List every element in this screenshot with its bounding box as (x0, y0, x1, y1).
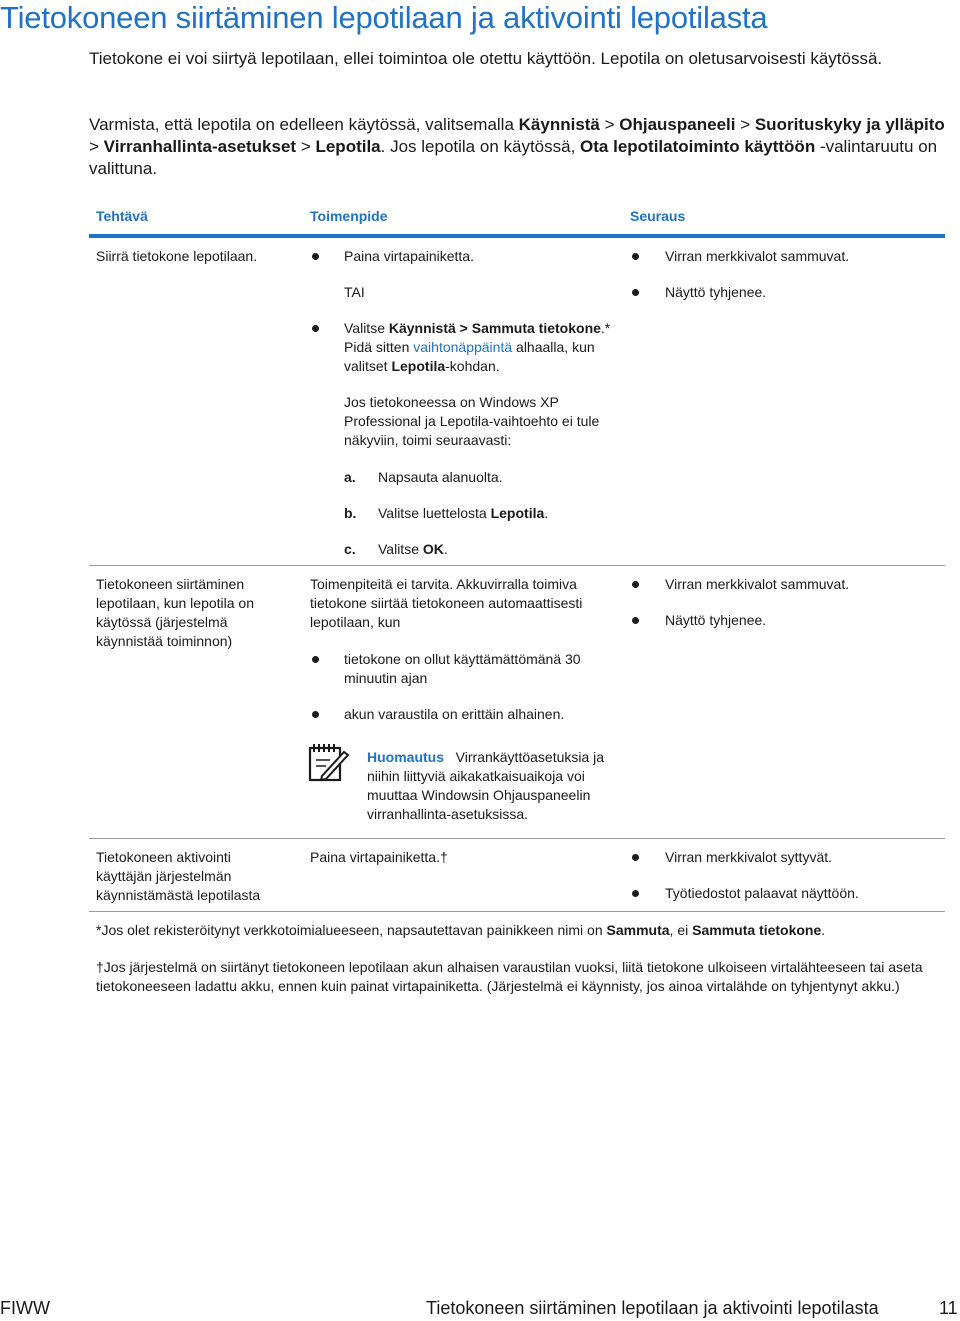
page-number: 11 (939, 1298, 958, 1318)
row1-action-1: Paina virtapainiketta. (344, 248, 474, 264)
note-text: Virrankäyttöasetuksia ja niihin liittyviä aikakatkaisuaikoja voi muuttaa Windowsin Ohjauspaneelin virranhallinta-asetuksissa. (367, 749, 605, 822)
bullet-icon (632, 289, 639, 296)
footer-chapter-title: Tietokoneen siirtäminen lepotilaan ja aktivointi lepotilasta (426, 1298, 879, 1318)
intro-paragraph-1: Tietokone ei voi siirtyä lepotilaan, ellei toimintoa ole otettu käyttöön. Lepotila on oletusarvoisesti käytössä. (89, 49, 883, 68)
row2-condition-2: akun varaustila on erittäin alhainen. (344, 706, 565, 722)
step-letter: c. (344, 541, 356, 557)
row-divider (89, 911, 945, 912)
page-title: Tietokoneen siirtäminen lepotilaan ja aktivointi lepotilasta (0, 0, 768, 35)
row3-result-2: Työtiedostot palaavat näyttöön. (665, 885, 859, 901)
step-text: Valitse luettelosta Lepotila. (378, 505, 549, 521)
note-box (367, 748, 619, 824)
intro-paragraph-2: Varmista, että lepotila on edelleen käytössä, valitsemalla Käynnistä > Ohjauspaneeli > Suorituskyky ja ylläpito > Virranhallinta-asetukset > Lepotila. Jos lepotila on käytössä, Ota lepotilatoiminto käyttöön -valintaruutu on valittuna. (89, 115, 945, 178)
step-text: Napsauta alanuolta. (378, 469, 503, 485)
bullet-icon (632, 581, 639, 588)
note-pad-icon (308, 742, 350, 782)
row3-action: Paina virtapainiketta.† (310, 849, 448, 865)
bullet-icon (632, 854, 639, 861)
row1-xp-text: Jos tietokoneessa on Windows XP Professional ja Lepotila-vaihtoehto ei tule näkyviin, toimi seuraavasti: (344, 394, 600, 448)
table-header-rule (89, 234, 945, 238)
row3-result-1: Virran merkkivalot syttyvät. (665, 849, 833, 865)
row3-task: Tietokoneen aktivointi käyttäjän järjestelmän käynnistämästä lepotilasta (96, 849, 261, 903)
column-header-result: Seuraus (630, 208, 686, 224)
row2-condition-1: tietokone on ollut käyttämättömänä 30 minuutin ajan (344, 651, 581, 686)
row2-action-intro: Toimenpiteitä ei tarvita. Akkuvirralla toimiva tietokone siirtää tietokoneen automaattisesti lepotilaan, kun (310, 576, 583, 630)
row1-or: TAI (344, 284, 365, 300)
column-header-task: Tehtävä (96, 208, 148, 224)
column-header-action: Toimenpide (310, 208, 388, 224)
bullet-icon (632, 253, 639, 260)
row2-result-1: Virran merkkivalot sammuvat. (665, 576, 850, 592)
bullet-icon (632, 617, 639, 624)
row-divider (89, 838, 945, 839)
step-text: Valitse OK. (378, 541, 448, 557)
bullet-icon (312, 711, 319, 718)
row2-result-2: Näyttö tyhjenee. (665, 612, 767, 628)
row1-action-2: Valitse Käynnistä > Sammuta tietokone.* Pidä sitten vaihtonäppäintä alhaalla, kun valitset Lepotila-kohdan. (344, 320, 611, 374)
row1-result-1: Virran merkkivalot sammuvat. (665, 248, 850, 264)
shift-key-link[interactable]: vaihtonäppäintä (413, 339, 513, 355)
bullet-icon (312, 253, 319, 260)
bullet-icon (312, 656, 319, 663)
bullet-icon (312, 325, 319, 332)
bullet-icon (632, 890, 639, 897)
step-letter: a. (344, 469, 356, 485)
step-letter: b. (344, 505, 357, 521)
footnote-1: *Jos olet rekisteröitynyt verkkotoimialueeseen, napsautettavan painikkeen nimi on Sammuta, ei Sammuta tietokone. (96, 922, 826, 938)
row1-task: Siirrä tietokone lepotilaan. (96, 248, 258, 264)
row-divider (89, 565, 945, 566)
row1-result-2: Näyttö tyhjenee. (665, 284, 767, 300)
footer-locale: FIWW (0, 1298, 50, 1318)
footnote-2: †Jos järjestelmä on siirtänyt tietokoneen lepotilaan akun alhaisen varaustilan vuoksi, liitä tietokone ulkoiseen virtalähteeseen tai aseta tietokoneeseen ladattu akku, ennen kuin painat virtapainiketta. (Järjestelmä ei käynnisty, jos ainoa virtalähde on tyhjentynyt akku.) (96, 959, 923, 994)
row2-task: Tietokoneen siirtäminen lepotilaan, kun lepotila on käytössä (järjestelmä käynnistää toiminnon) (96, 576, 255, 649)
note-label: Huomautus (367, 749, 444, 765)
